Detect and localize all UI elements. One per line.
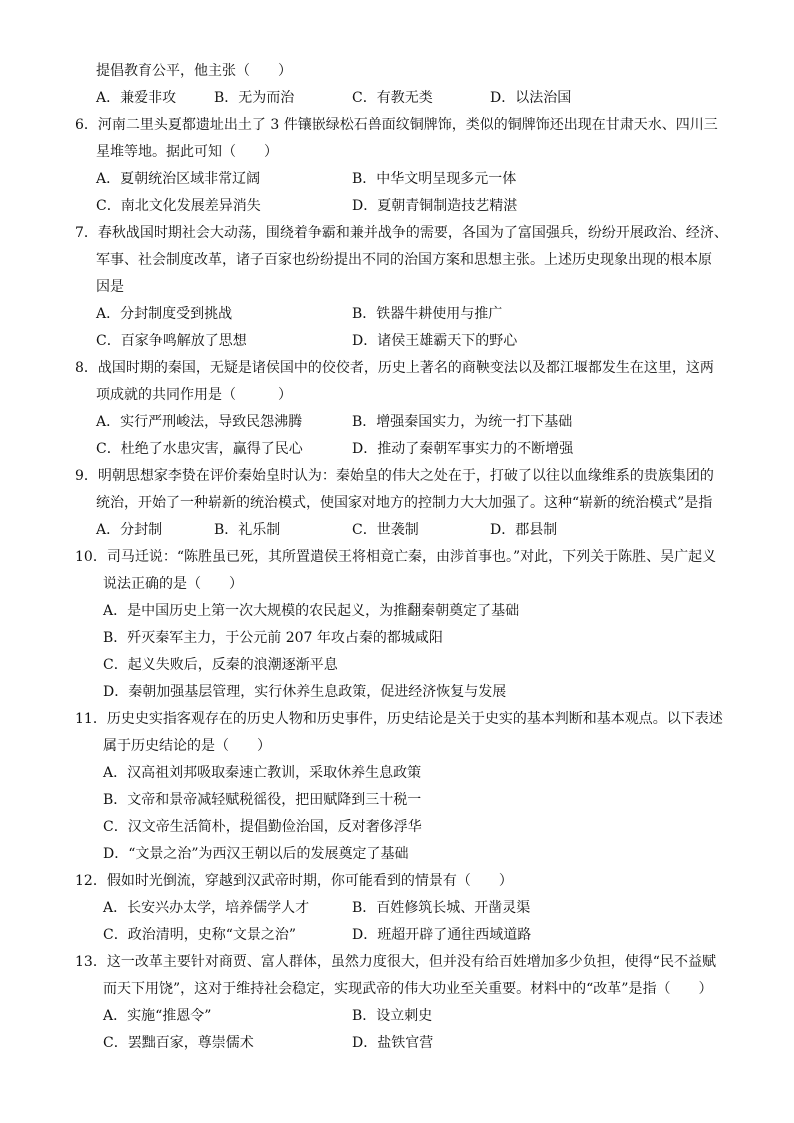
q5-stem-cont: 提倡教育公平，他主张（ ） xyxy=(96,63,292,79)
q7-option-a: A．分封制度受到挑战 xyxy=(96,306,233,322)
q11-option-a: A．汉高祖刘邦吸取秦速亡教训，采取休养生息政策 xyxy=(103,765,422,781)
q7-stem: 军事、社会制度改革，诸子百家也纷纷提出不同的治国方案和思想主张。上述历史现象出现的根本原 xyxy=(96,252,712,268)
q9-option-d: D．郡县制 xyxy=(490,522,558,538)
q13-stem: 而天下用饶”，这对于维持社会稳定，实现武帝的伟大功业至关重要。材料中的“改革”是指（ ） xyxy=(103,981,713,997)
q7-option-d: D．诸侯王雄霸天下的野心 xyxy=(352,333,518,349)
q8-option-d: D．推动了秦朝军事实力的不断增强 xyxy=(352,441,574,457)
q5-option-b: B．无为而治 xyxy=(214,90,295,106)
q5-option-a: A．兼爱非攻 xyxy=(96,90,177,106)
q8-option-c: C．杜绝了水患灾害，赢得了民心 xyxy=(96,441,303,457)
q13-option-c: C．罢黜百家，尊崇儒术 xyxy=(103,1035,254,1051)
q13-option-a: A．实施“推恩令” xyxy=(103,1008,212,1024)
q7-stem: 7．春秋战国时期社会大动荡，围绕着争霸和兼并战争的需要，各国为了富国强兵，纷纷开展政治、经济、 xyxy=(75,225,728,241)
q13-option-d: D．盐铁官营 xyxy=(352,1035,434,1051)
q11-option-b: B．文帝和景帝减轻赋税徭役，把田赋降到三十税一 xyxy=(103,792,422,808)
q10-option-b: B．歼灭秦军主力，于公元前 207 年攻占秦的都城咸阳 xyxy=(103,630,443,646)
q10-option-d: D．秦朝加强基层管理，实行休养生息政策，促进经济恢复与发展 xyxy=(103,684,507,700)
q7-option-c: C．百家争鸣解放了思想 xyxy=(96,333,247,349)
q12-stem: 12．假如时光倒流，穿越到汉武帝时期，你可能看到的情景有（ ） xyxy=(75,873,513,889)
q12-option-a: A．长安兴办太学，培养儒学人才 xyxy=(103,900,310,916)
q6-option-b: B．中华文明呈现多元一体 xyxy=(352,171,517,187)
q7-option-b: B．铁器牛耕使用与推广 xyxy=(352,306,503,322)
q11-option-c: C．汉文帝生活简朴，提倡勤俭治国，反对奢侈浮华 xyxy=(103,819,422,835)
q11-option-d: D．“文景之治”为西汉王朝以后的发展奠定了基础 xyxy=(103,846,409,862)
q6-option-a: A．夏朝统治区域非常辽阔 xyxy=(96,171,261,187)
q9-option-c: C．世袭制 xyxy=(352,522,419,538)
q6-stem: 星堆等地。据此可知（ ） xyxy=(96,144,278,160)
q10-option-a: A．是中国历史上第一次大规模的农民起义，为推翻秦朝奠定了基础 xyxy=(103,603,520,619)
q12-option-d: D．班超开辟了通往西域道路 xyxy=(352,927,532,943)
q9-option-a: A．分封制 xyxy=(96,522,163,538)
q12-option-b: B．百姓修筑长城、开凿灵渠 xyxy=(352,900,531,916)
q8-option-b: B．增强秦国实力，为统一打下基础 xyxy=(352,414,573,430)
q6-stem: 6．河南二里头夏都遗址出土了 3 件镶嵌绿松石兽面纹铜牌饰，类似的铜牌饰还出现在甘肃天水、四川三 xyxy=(75,117,718,133)
q9-stem: 统治，开始了一种崭新的统治模式，使国家对地方的控制力大大加强了。这种“崭新的统治模式”是指 xyxy=(96,495,713,511)
q10-stem: 10．司马迁说：“陈胜虽已死，其所置遣侯王将相竟亡秦，由涉首事也。”对此，下列关于陈胜、吴广起义 xyxy=(75,549,717,565)
q7-stem: 因是 xyxy=(96,279,124,295)
q6-option-d: D．夏朝青铜制造技艺精湛 xyxy=(352,198,518,214)
q11-stem: 属于历史结论的是（ ） xyxy=(103,738,271,754)
q8-option-a: A．实行严刑峻法，导致民怨沸腾 xyxy=(96,414,303,430)
q10-stem: 说法正确的是（ ） xyxy=(103,576,243,592)
q11-stem: 11．历史史实指客观存在的历史人物和历史事件，历史结论是关于史实的基本判断和基本观点。以下表述 xyxy=(75,711,723,727)
q12-option-c: C．政治清明，史称“文景之治” xyxy=(103,927,297,943)
q5-option-c: C．有教无类 xyxy=(352,90,433,106)
q10-option-c: C．起义失败后，反秦的浪潮逐渐平息 xyxy=(103,657,338,673)
q9-option-b: B．礼乐制 xyxy=(214,522,281,538)
q6-option-c: C．南北文化发展差异消失 xyxy=(96,198,261,214)
q8-stem: 8．战国时期的秦国，无疑是诸侯国中的佼佼者，历史上著名的商鞅变法以及都江堰都发生在这里，这两 xyxy=(75,360,714,376)
q13-option-b: B．设立刺史 xyxy=(352,1008,433,1024)
q8-stem: 项成就的共同作用是（ ） xyxy=(96,387,292,403)
q9-stem: 9．明朝思想家李贽在评价秦始皇时认为：秦始皇的伟大之处在于，打破了以往以血缘维系的贵族集团的 xyxy=(75,468,714,484)
q5-option-d: D．以法治国 xyxy=(490,90,572,106)
q13-stem: 13．这一改革主要针对商贾、富人群体，虽然力度很大，但并没有给百姓增加多少负担，使得“民不益赋 xyxy=(75,954,716,970)
